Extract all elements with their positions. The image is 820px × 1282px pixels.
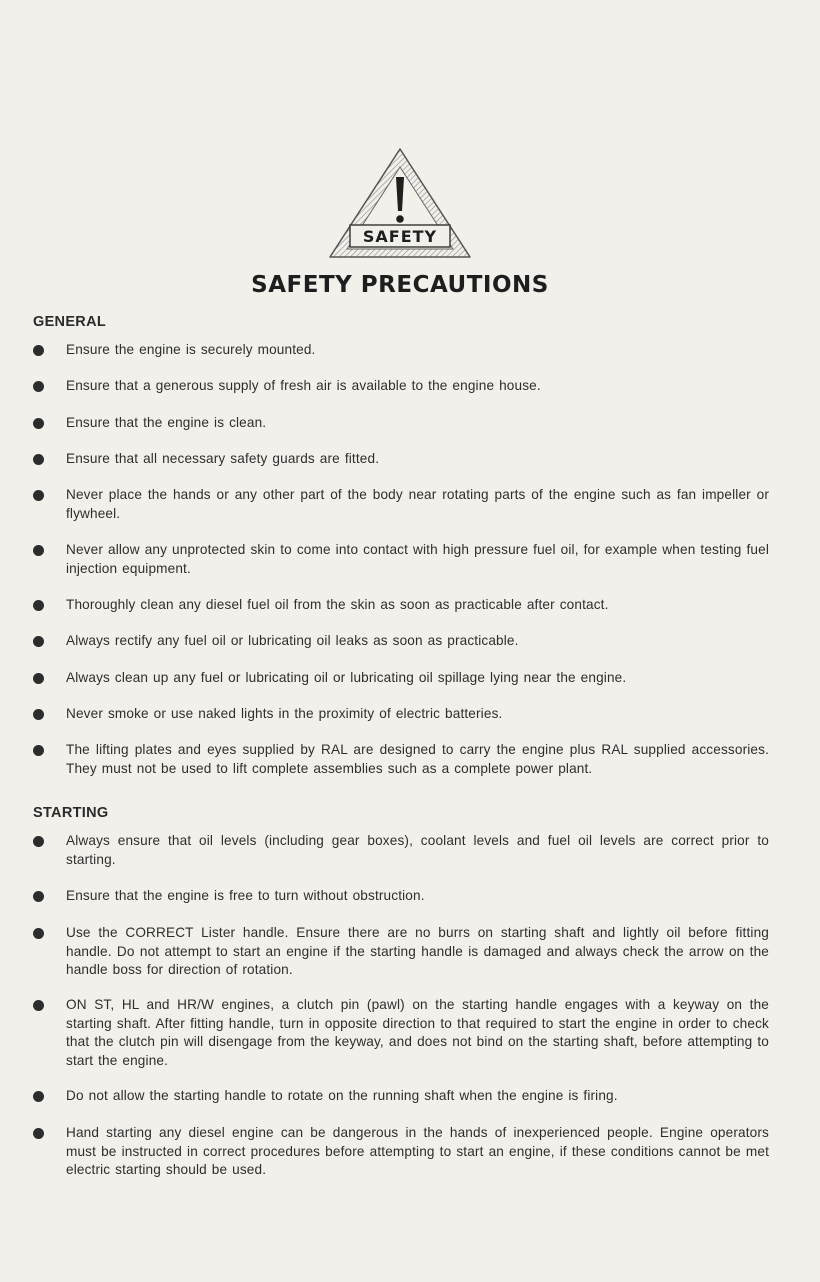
bullet-icon: [33, 836, 44, 847]
bullet-icon: [33, 454, 44, 465]
bullet-icon: [33, 545, 44, 556]
safety-logo-label: SAFETY: [362, 227, 438, 246]
bullet-icon: [33, 673, 44, 684]
bullet-icon: [33, 1000, 44, 1011]
bullet-icon: [33, 745, 44, 756]
bullet-icon: [33, 928, 44, 939]
bullet-icon: [33, 636, 44, 647]
bullet-icon: [33, 600, 44, 611]
bullet-icon: [33, 418, 44, 429]
bullet-icon: [33, 490, 44, 501]
section-heading-starting: STARTING: [33, 805, 109, 821]
manual-page: SAFETY SAFETY PRECAUTIONS GENERAL Ensure the engine is securely mounted. Ensure that a generous supply of fresh air is available to the engine house. Ensure that the engine is clean. Ensure that all necessary safety guards are fitted. Never place the hands or any other part of the body near rotating parts of the engine such as fan impeller or flywheel. Never allow any unprotected skin to come into contact with high pressure fuel oil, for example when testing fuel injection equipment. Thoroughly clean any diesel fuel oil from the skin as soon as practicable after contact. Always rectify any fuel oil or lubricating oil leaks as soon as practicable. Always clean up any fuel or lubricating oil or lubricating oil spillage lying near the engine. Never smoke or use naked lights in the proximity of electric batteries. The lifting plates and eyes supplied by RAL are designed to carry the engine plus RAL supplied accessories. They must not be used to lift complete assemblies such as a complete power plant. STARTING Always ensure that oil levels (including gear boxes), coolant levels and fuel oil levels are correct prior to starting. Ensure that the engine is free to turn without obstruction. Use the CORRECT Lister handle. Ensure there are no burrs on starting shaft and lightly oil before fitting handle. Do not attempt to start an engine if the starting handle is damaged and always check the arrow on the handle boss for direction of rotation. ON ST, HL and HR/W engines, a clutch pin (pawl) on the starting handle engages with a keyway on the starting shaft. After fitting handle, turn in opposite direction to that required to start the engine in order to check that the clutch pin will disengage from the keyway, and does not bind on the starting shaft, before attempting to start the engine. Do not allow the starting handle to rotate on the running shaft when the engine is firing. Hand starting any diesel engine can be dangerous in the hands of inexperienced people. Engine operators must be instructed in correct procedures before attempting to start an engine, if these conditions cannot be met electric starting should be used.: [0, 0, 820, 1282]
safety-warning-triangle-icon: [326, 145, 474, 263]
bullet-icon: [33, 381, 44, 392]
bullet-icon: [33, 1091, 44, 1102]
page-title: SAFETY PRECAUTIONS: [251, 272, 549, 298]
section-heading-general: GENERAL: [33, 314, 106, 330]
bullet-icon: [33, 891, 44, 902]
bullet-icon: [33, 709, 44, 720]
bullet-icon: [33, 1128, 44, 1139]
bullet-icon: [33, 345, 44, 356]
